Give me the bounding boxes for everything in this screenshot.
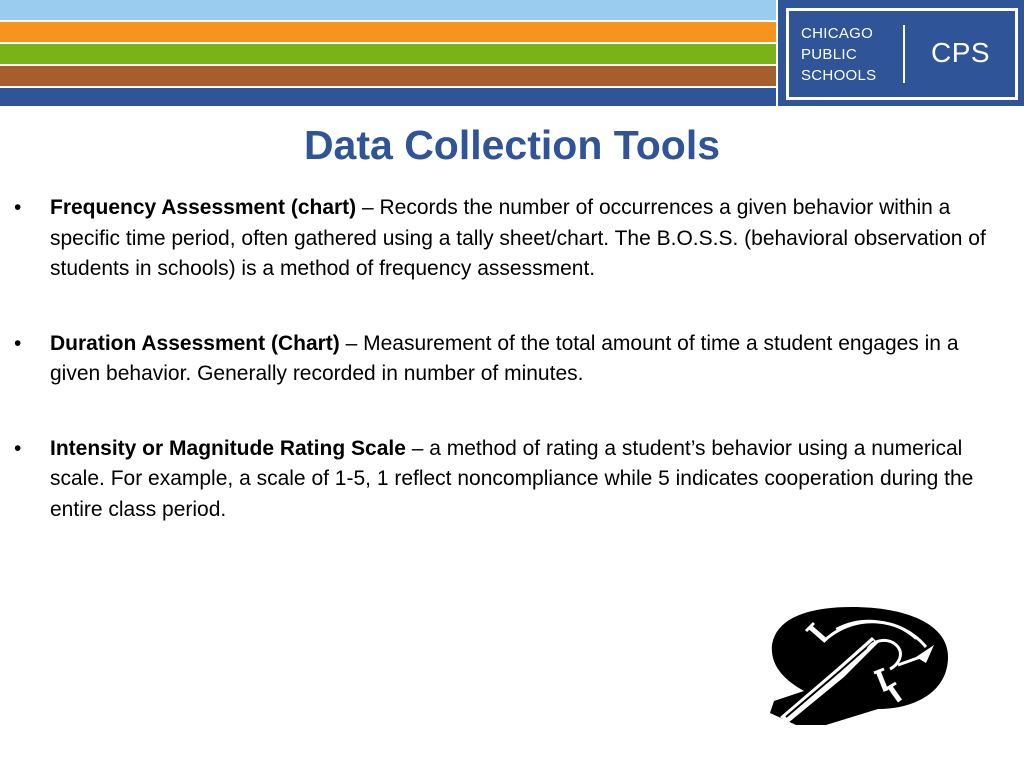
bullet-term: Duration Assessment (Chart) — [50, 331, 340, 355]
cps-logo — [778, 0, 1024, 106]
header-stripe-orange — [0, 22, 776, 42]
cps-logo-frame — [786, 8, 1018, 100]
logo-divider — [903, 25, 905, 83]
bullet-dot: • — [14, 196, 22, 219]
header-stripe-dark-blue — [0, 88, 776, 106]
bullet-term: Intensity or Magnitude Rating Scale — [50, 436, 406, 460]
bullet-dot: • — [14, 331, 22, 355]
bullet-list — [14, 193, 1014, 569]
bullet-item-duration — [14, 329, 1014, 390]
bullet-item-intensity — [14, 434, 1014, 526]
bullet-text: – Measurement of the total amount of time a student engages in a given behavior. Generally recorded in number of minutes. — [50, 331, 959, 385]
logo-line-1: CHICAGO — [801, 25, 874, 42]
bullet-item-frequency — [14, 193, 1014, 285]
logo-line-3: SCHOOLS — [801, 67, 877, 84]
header-stripe-green — [0, 44, 776, 64]
bullet-text: – Records the number of occurrences a given behavior within a specific time period, often gathered using a tally sheet/chart. The B.O.S.S. (behavioral observation of students in schools) is a method of frequency assessment. — [50, 196, 986, 280]
gauge-meter-icon — [766, 605, 952, 727]
bullet-term: Frequency Assessment (chart) — [50, 196, 357, 219]
bullet-text: – a method of rating a student’s behavior using a numerical scale. For example, a scale of 1-5, 1 reflect noncompliance while 5 indicates cooperation during the entire class period. — [50, 436, 974, 521]
logo-abbr: CPS — [931, 37, 991, 68]
logo-line-2: PUBLIC — [801, 46, 857, 63]
slide-title: Data Collection Tools — [303, 122, 721, 168]
header-stripe-light-blue — [0, 0, 776, 20]
bullet-dot: • — [14, 436, 22, 460]
header-stripe-brown — [0, 66, 776, 86]
logo-wordmark — [801, 23, 876, 86]
